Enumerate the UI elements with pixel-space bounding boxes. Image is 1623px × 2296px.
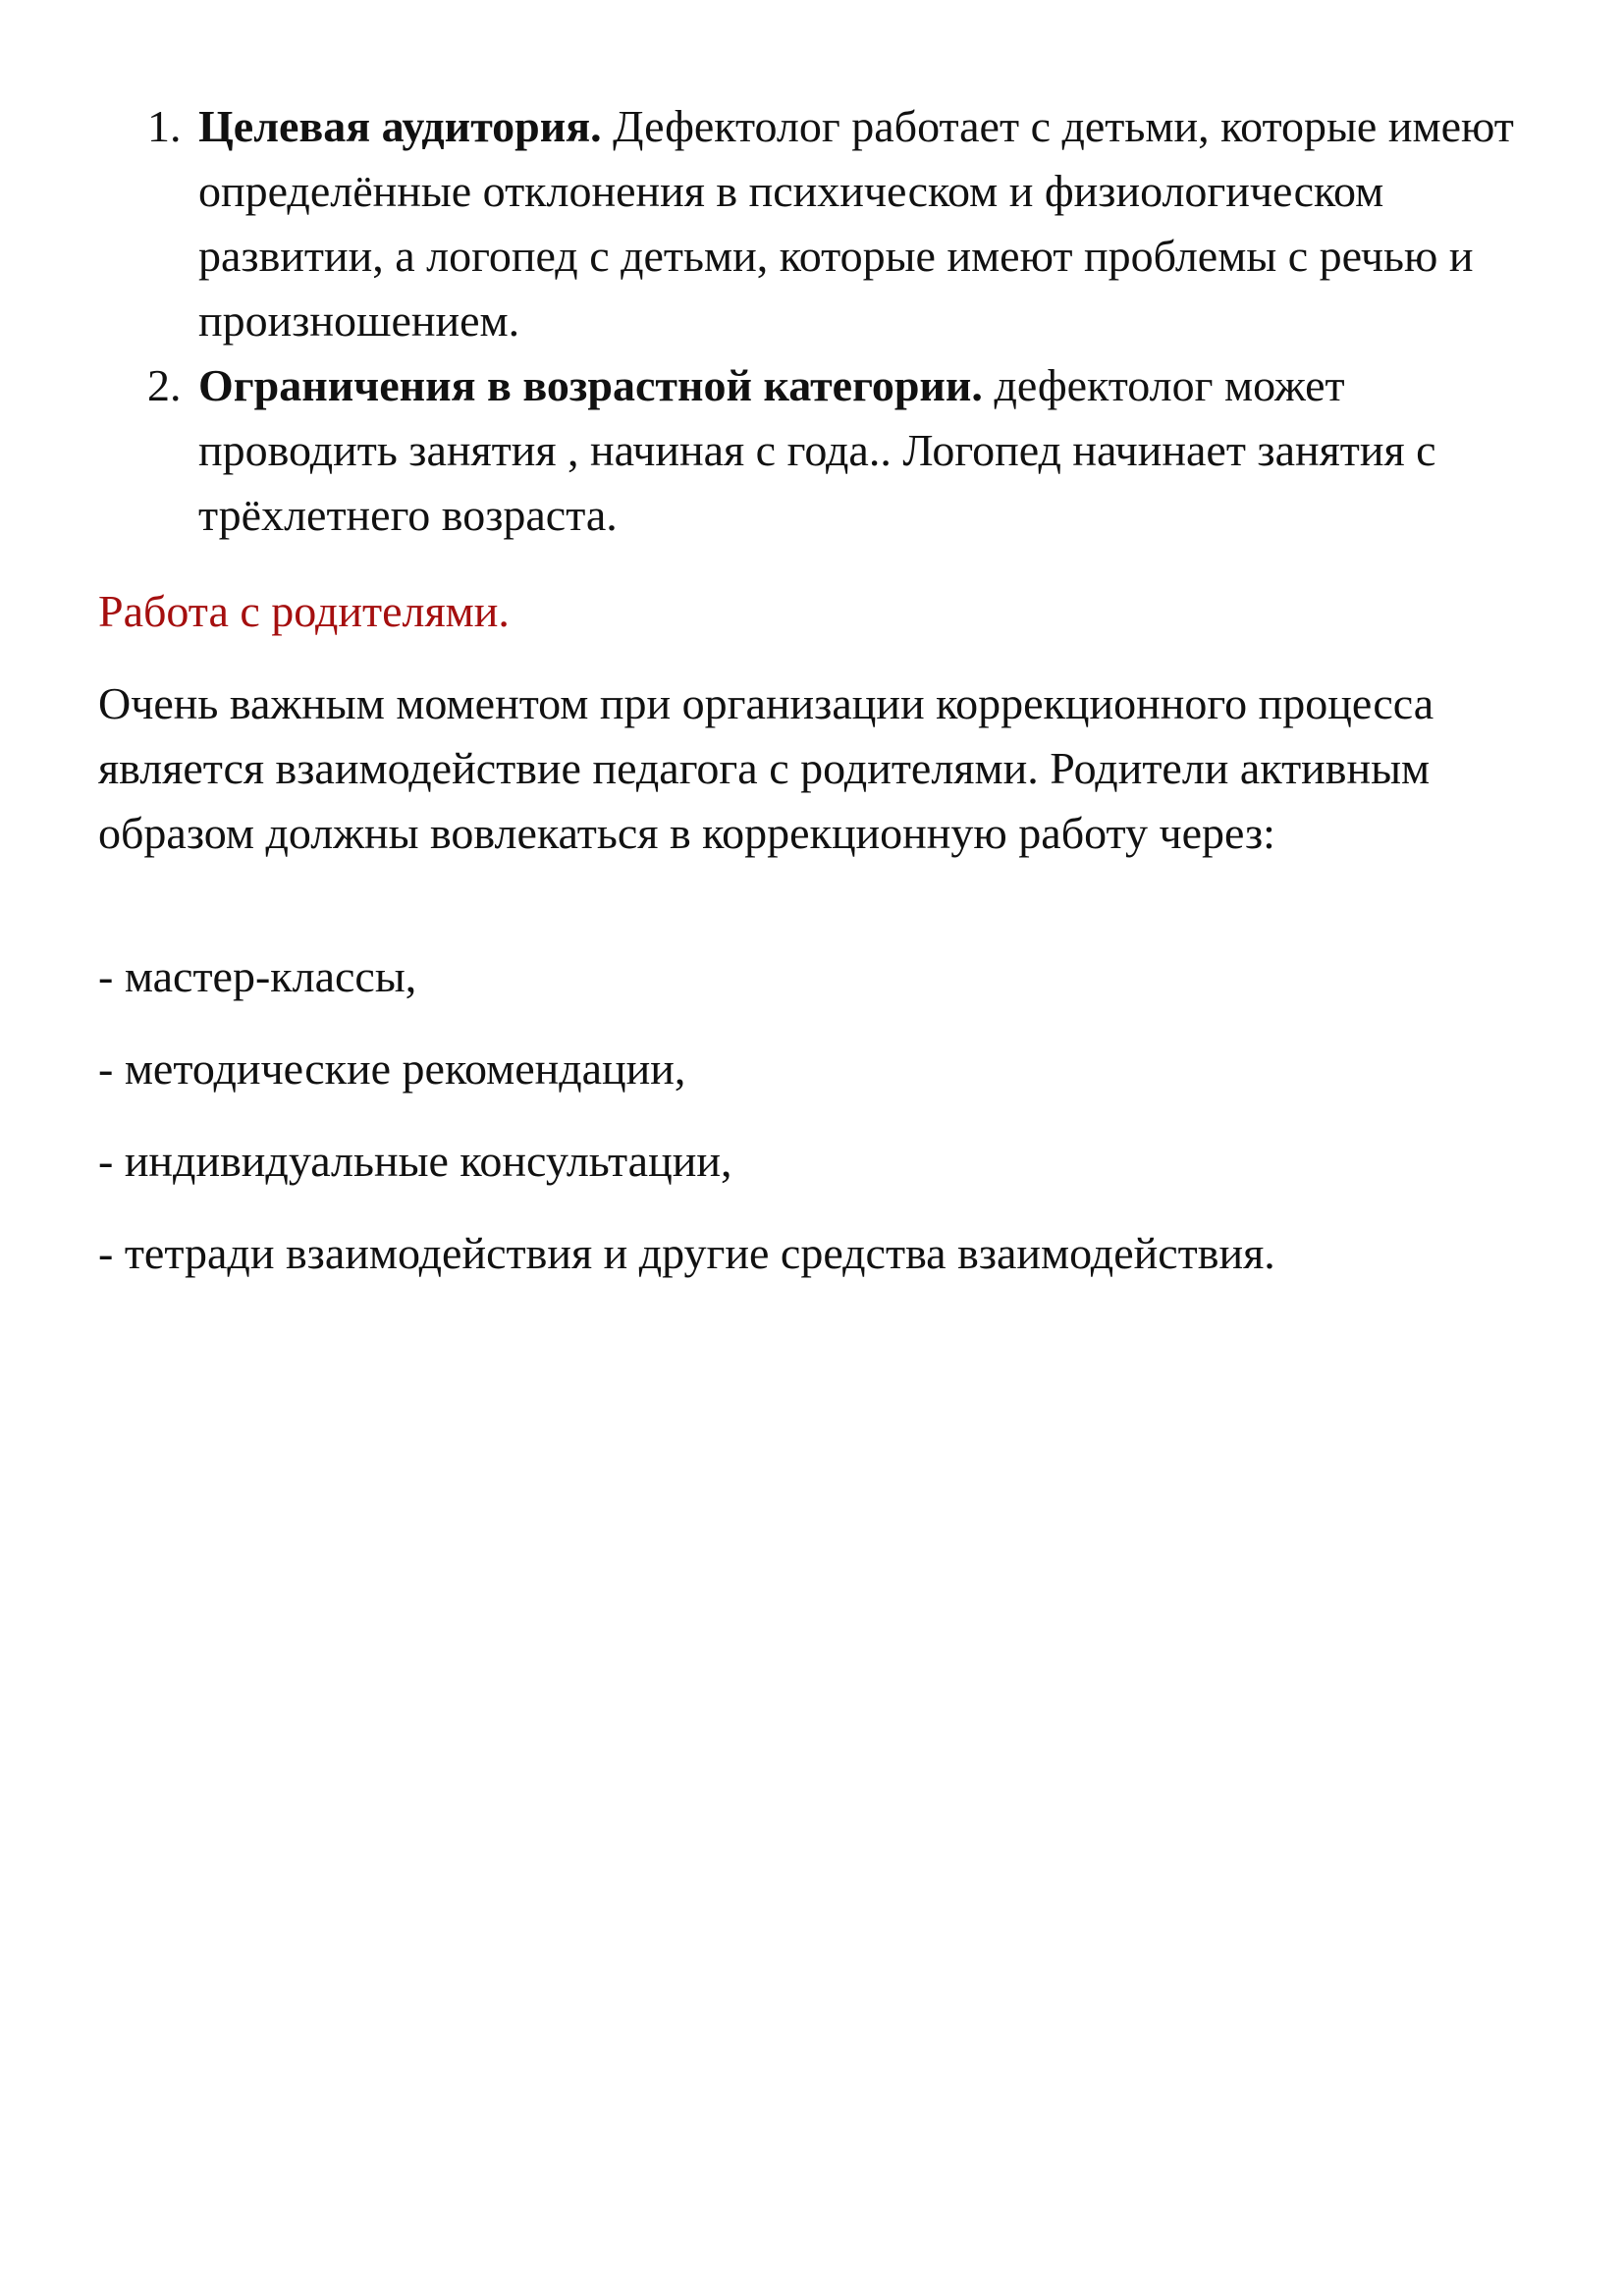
list-item-number: 1. [147, 101, 182, 151]
section-paragraph: Очень важным моментом при организации коррекционного процесса является взаимодействие педагога с родителями. Родители активным образом должны вовлекаться в коррекционную работу через: [98, 678, 1434, 858]
list-item-bold-lead: Ограничения в возрастной категории. [198, 360, 983, 410]
numbered-list [147, 94, 1542, 548]
dash-list-item: - индивидуальные консультации, [98, 1136, 732, 1186]
list-item-bold-lead: Целевая аудитория. [198, 101, 602, 151]
list-item [147, 94, 1542, 353]
dash-list-item: - мастер-классы, [98, 951, 417, 1001]
list-item-text: дефектолог может проводить занятия , начиная с года.. Логопед начинает занятия с трёхлетнего возраста. [198, 360, 1436, 540]
list-item-text: Дефектолог работает с детьми, которые имеют определённые отклонения в психическом и физиологическом развитии, а логопед с детьми, которые имеют проблемы с речью и произношением. [198, 101, 1514, 346]
dash-list-item: - методические рекомендации, [98, 1043, 686, 1094]
list-item-number: 2. [147, 360, 182, 410]
dash-list-item: - тетради взаимодействия и другие средства взаимодействия. [98, 1228, 1275, 1278]
section-heading: Работа с родителями. [98, 586, 510, 636]
list-item [147, 353, 1542, 548]
